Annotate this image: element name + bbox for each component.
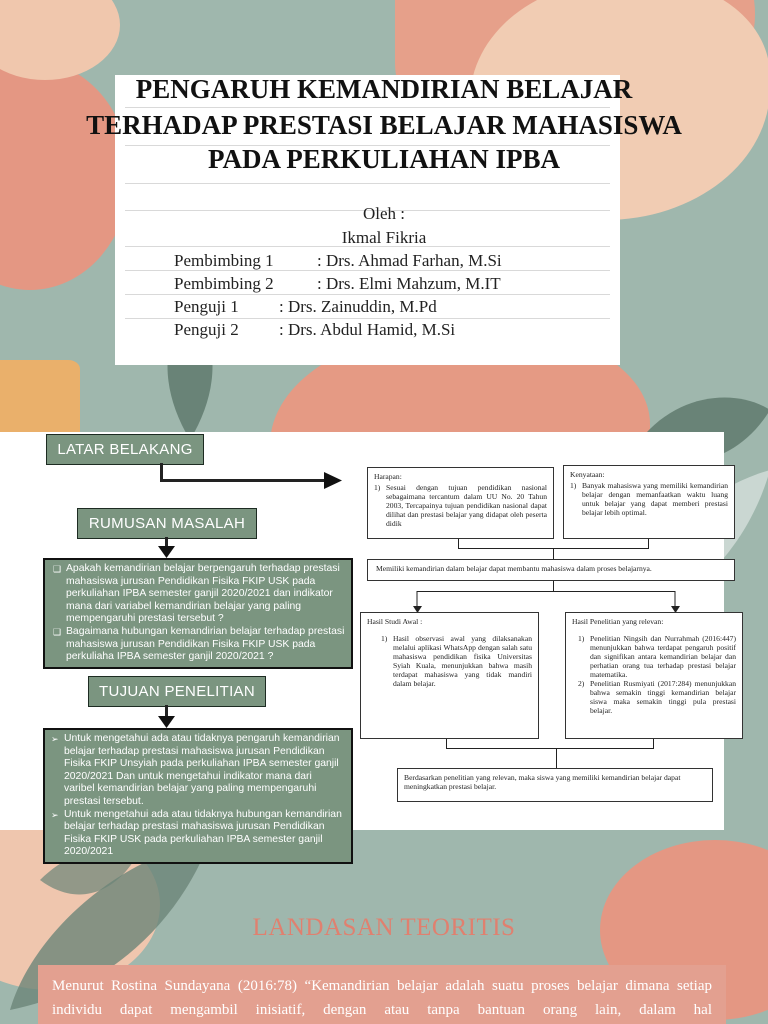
tujuan-penelitian-label: TUJUAN PENELITIAN	[88, 676, 266, 707]
conclusion-box	[397, 768, 713, 802]
landasan-title: LANDASAN TEORITIS	[252, 914, 516, 941]
role-label: Penguji 1	[174, 297, 239, 316]
list-item	[53, 563, 345, 626]
item-number: 1)	[381, 634, 388, 643]
studi-awal-box	[360, 612, 539, 739]
list-item	[570, 481, 728, 517]
harapan-text: Sesuai dengan tujuan pendidikan nasional sebagaimana tercantum dalam UU No. 20 Tahun 2003, Tercapainya tujuan pendidikan nasional dapat dilihat dan prestasi belajar yang didapat oleh peserta didik	[386, 483, 547, 528]
rumusan-item-text: Bagaimana hubungan kemandirian belajar terhadap prestasi mahasiswa jurusan Pendidikan Fisika FKIP USK pada perkuliaha IPBA semester ganjil 2020/2021 ?	[66, 625, 345, 663]
list-item	[53, 626, 345, 664]
title-rule	[125, 107, 610, 108]
arrow-down-icon	[158, 716, 175, 728]
title-rule	[125, 183, 610, 184]
list-item	[51, 733, 345, 809]
page-title-line-3: PADA PERKULIAHAN IPBA	[207, 144, 560, 174]
oleh-label: Oleh :	[362, 204, 406, 223]
square-bullet-icon: ❑	[53, 626, 62, 637]
role-value: : Drs. Zainuddin, M.Pd	[279, 297, 437, 316]
connector-line	[446, 748, 654, 749]
role-value: : Drs. Abdul Hamid, M.Si	[279, 320, 456, 339]
square-bullet-icon: ❑	[53, 564, 62, 574]
connector-line	[417, 591, 675, 592]
rumusan-masalah-label: RUMUSAN MASALAH	[77, 508, 257, 539]
arrow-down-icon	[671, 591, 680, 613]
tujuan-item-text: Untuk mengetahui ada atau tidaknya hubungan kemandirian belajar terhadap prestasi mahasiswa jurusan Pendidikan Fisika FKIP USK pada perkuliahan IPBA semester ganjil 2020/2021	[64, 808, 342, 858]
list-item	[572, 679, 736, 715]
connector-line	[553, 581, 554, 591]
relevan-box	[565, 612, 743, 739]
middle-statement-box	[367, 559, 735, 581]
rumusan-item-text: Apakah kemandirian belajar berpengaruh terhadap prestasi mahasiswa jurusan Pendidikan Fisika FKIP USK pada perkuliahan IPBA semester ganjil 2020/2021 dan indikator mana dari variabel kemandirian belajar yang paling mempengaruhi prestasi tersebut ?	[66, 563, 340, 625]
landasan-text: Menurut Rostina Sundayana (2016:78) “Kemandirian belajar adalah suatu proses belajar dimana setiap individu dapat mengambil inisiatif, dengan atau tanpa bantuan orang lain, dalam hal	[52, 978, 712, 1018]
conclusion-text: Berdasarkan penelitian yang relevan, maka siswa yang memiliki kemandirian belajar dapat meningkatkan prestasi belajar.	[404, 773, 681, 791]
harapan-box	[367, 467, 554, 539]
tujuan-item-text: Untuk mengetahui ada atau tidaknya pengaruh kemandirian belajar terhadap prestasi mahasiswa jurusan Pendidikan Fisika FKIP Unsyiah pada perkuliahan IPBA semester ganjil 2020/2021 Dan untuk mengetahui indikator mana dari varibel kemandirian belajar yang paling mempengaruhi prestasi tersebut.	[64, 733, 340, 807]
role-value: : Drs. Elmi Mahzum, M.IT	[317, 274, 501, 293]
item-number: 1)	[570, 481, 577, 490]
item-number: 2)	[578, 679, 585, 688]
connector-line	[553, 548, 554, 559]
studi-awal-header: Hasil Studi Awal :	[367, 617, 423, 626]
arrow-down-icon	[158, 546, 175, 558]
role-label: Pembimbing 2	[174, 274, 274, 293]
arrow-down-icon	[413, 591, 422, 613]
tujuan-penelitian-box	[43, 728, 353, 864]
kenyataan-header: Kenyataan:	[570, 470, 605, 479]
list-item	[367, 634, 532, 688]
role-label: Penguji 2	[174, 320, 239, 339]
role-value: : Drs. Ahmad Farhan, M.Si	[317, 251, 502, 270]
arrow-right-icon	[324, 472, 342, 489]
connector-line	[160, 479, 332, 482]
arrow-bullet-icon: ➢	[51, 809, 59, 820]
rumusan-masalah-box	[43, 558, 353, 669]
connector-line	[648, 539, 649, 548]
role-label: Pembimbing 1	[174, 251, 274, 270]
page-title-line-1: PENGARUH KEMANDIRIAN BELAJAR	[135, 74, 633, 104]
connector-line	[446, 739, 447, 748]
middle-statement-text: Memiliki kemandirian dalam belajar dapat membantu mahasiswa dalam proses belajarnya.	[376, 564, 652, 573]
item-number: 1)	[578, 634, 585, 643]
kenyataan-text: Banyak mahasiswa yang memiliki kemandirian belajar dengan memanfaatkan waktu luang untuk belajar yang dapat memberi prestasi belajar lebih optimal.	[582, 481, 728, 517]
connector-line	[556, 748, 557, 768]
title-rule	[125, 318, 610, 319]
author-name: Ikmal Fikria	[341, 228, 427, 247]
relevan-text: Penelitian Rusmiyati (2017:284) menunjukkan bahwa semakin tinggi kemandirian belajar siswa maka semakin tinggi pula prestasi belajar.	[590, 679, 736, 715]
list-item	[572, 634, 736, 679]
latar-belakang-label: LATAR BELAKANG	[46, 434, 204, 465]
harapan-header: Harapan:	[374, 472, 402, 481]
connector-line	[653, 739, 654, 748]
list-item	[374, 483, 547, 528]
list-item	[51, 809, 345, 859]
decor-peach-blob-left	[0, 0, 120, 80]
kenyataan-box	[563, 465, 735, 539]
title-rule	[125, 294, 610, 295]
arrow-bullet-icon: ➢	[51, 734, 59, 744]
relevan-header: Hasil Penelitian yang relevan:	[572, 617, 664, 626]
item-number: 1)	[374, 483, 381, 492]
connector-line	[458, 539, 459, 548]
relevan-text: Penelitian Ningsih dan Nurrahmah (2016:447) menunjukkan bahwa terdapat pengaruh positif dan signifikan antara kemandirian belajar dan perhatian orang tua terhadap prestasi belajar matematika.	[590, 634, 736, 679]
studi-awal-text: Hasil observasi awal yang dilaksanakan melalui aplikasi WhatsApp dengan salah satu mahasiswa pendidikan fisika Universitas Syiah Kuala, menunjukkan bahwa masih terdapat mahasiswa yang tidak mandiri dalam belajar.	[393, 634, 532, 688]
page-title-line-2: TERHADAP PRESTASI BELAJAR MAHASISWA	[86, 110, 682, 140]
